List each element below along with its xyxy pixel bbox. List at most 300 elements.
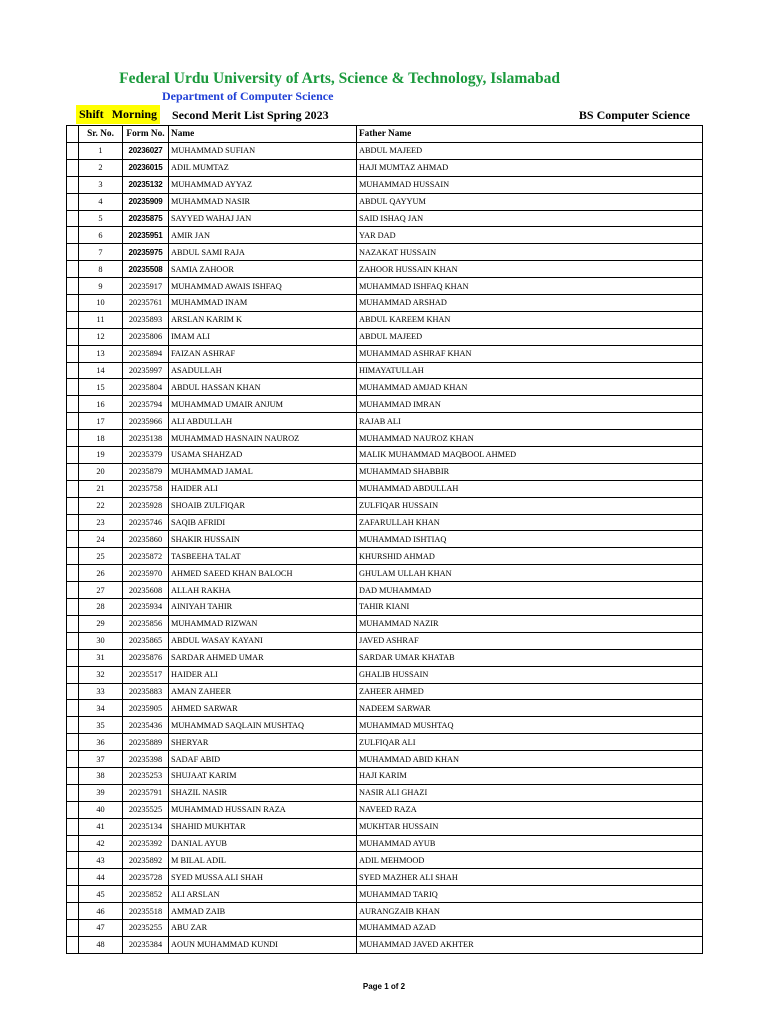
father-name-cell: GHALIB HUSSAIN [357, 666, 703, 683]
table-row [67, 784, 703, 801]
blank-cell [67, 548, 79, 565]
form-no-cell: 20235255 [123, 919, 169, 936]
father-name-cell: JAVED ASHRAF [357, 632, 703, 649]
blank-header [67, 126, 79, 143]
blank-cell [67, 717, 79, 734]
name-cell: ALLAH RAKHA [169, 582, 357, 599]
form-no-cell: 20235806 [123, 328, 169, 345]
blank-cell [67, 463, 79, 480]
father-name-cell: MUHAMMAD NAUROZ KHAN [357, 430, 703, 447]
table-row [67, 717, 703, 734]
name-cell: MUHAMMAD HUSSAIN RAZA [169, 801, 357, 818]
father-name-header: Father Name [357, 126, 703, 143]
blank-cell [67, 818, 79, 835]
father-name-cell: DAD MUHAMMAD [357, 582, 703, 599]
table-row [67, 244, 703, 261]
form-no-cell: 20235928 [123, 497, 169, 514]
sr-no-cell: 15 [79, 379, 123, 396]
blank-cell [67, 379, 79, 396]
table-row [67, 751, 703, 768]
sr-no-cell: 23 [79, 514, 123, 531]
sr-no-cell: 43 [79, 852, 123, 869]
form-no-cell: 20235879 [123, 463, 169, 480]
sr-no-cell: 44 [79, 869, 123, 886]
form-no-cell: 20235508 [123, 261, 169, 278]
sr-no-cell: 35 [79, 717, 123, 734]
name-cell: SAMIA ZAHOOR [169, 261, 357, 278]
sr-no-cell: 30 [79, 632, 123, 649]
form-no-cell: 20235876 [123, 649, 169, 666]
merit-table [66, 125, 703, 954]
father-name-cell: KHURSHID AHMAD [357, 548, 703, 565]
table-row [67, 480, 703, 497]
form-no-cell: 20235894 [123, 345, 169, 362]
table-row [67, 599, 703, 616]
blank-cell [67, 295, 79, 312]
table-row [67, 666, 703, 683]
name-cell: ABDUL WASAY KAYANI [169, 632, 357, 649]
table-row [67, 143, 703, 160]
blank-cell [67, 615, 79, 632]
form-no-cell: 20235758 [123, 480, 169, 497]
sr-no-cell: 5 [79, 210, 123, 227]
form-no-cell: 20235746 [123, 514, 169, 531]
sr-no-cell: 8 [79, 261, 123, 278]
table-row [67, 345, 703, 362]
form-no-cell: 20235905 [123, 700, 169, 717]
name-cell: M BILAL ADIL [169, 852, 357, 869]
form-no-cell: 20235608 [123, 582, 169, 599]
blank-cell [67, 565, 79, 582]
table-row [67, 886, 703, 903]
father-name-cell: MUHAMMAD ISHFAQ KHAN [357, 278, 703, 295]
sr-no-cell: 21 [79, 480, 123, 497]
name-cell: SHUJAAT KARIM [169, 767, 357, 784]
name-cell: FAIZAN ASHRAF [169, 345, 357, 362]
father-name-cell: MUHAMMAD NAZIR [357, 615, 703, 632]
name-cell: AINIYAH TAHIR [169, 599, 357, 616]
name-cell: MUHAMMAD HASNAIN NAUROZ [169, 430, 357, 447]
father-name-cell: MUHAMMAD ABID KHAN [357, 751, 703, 768]
name-cell: SARDAR AHMED UMAR [169, 649, 357, 666]
sr-no-cell: 18 [79, 430, 123, 447]
sr-no-cell: 31 [79, 649, 123, 666]
sr-no-cell: 40 [79, 801, 123, 818]
table-row [67, 413, 703, 430]
father-name-cell: ABDUL QAYYUM [357, 193, 703, 210]
name-cell: MUHAMMAD RIZWAN [169, 615, 357, 632]
blank-cell [67, 193, 79, 210]
name-cell: ALI ABDULLAH [169, 413, 357, 430]
father-name-cell: NAVEED RAZA [357, 801, 703, 818]
sr-no-cell: 39 [79, 784, 123, 801]
sr-no-cell: 1 [79, 143, 123, 160]
blank-cell [67, 751, 79, 768]
name-cell: AMIR JAN [169, 227, 357, 244]
table-row [67, 193, 703, 210]
sr-no-header: Sr. No. [79, 126, 123, 143]
blank-cell [67, 514, 79, 531]
table-row [67, 159, 703, 176]
form-no-cell: 20235893 [123, 311, 169, 328]
sr-no-cell: 37 [79, 751, 123, 768]
blank-cell [67, 159, 79, 176]
sr-no-cell: 10 [79, 295, 123, 312]
table-row [67, 497, 703, 514]
sr-no-cell: 29 [79, 615, 123, 632]
blank-cell [67, 869, 79, 886]
father-name-cell: MUHAMMAD AYUB [357, 835, 703, 852]
form-no-cell: 20235728 [123, 869, 169, 886]
name-cell: TASBEEHA TALAT [169, 548, 357, 565]
table-row [67, 295, 703, 312]
father-name-cell: MUHAMMAD JAVED AKHTER [357, 936, 703, 953]
father-name-cell: MUHAMMAD ISHTIAQ [357, 531, 703, 548]
name-cell: ARSLAN KARIM K [169, 311, 357, 328]
blank-cell [67, 227, 79, 244]
sr-no-cell: 11 [79, 311, 123, 328]
sr-no-cell: 7 [79, 244, 123, 261]
form-no-cell: 20235917 [123, 278, 169, 295]
table-row [67, 514, 703, 531]
blank-cell [67, 447, 79, 464]
table-row [67, 582, 703, 599]
table-row [67, 210, 703, 227]
sr-no-cell: 26 [79, 565, 123, 582]
table-row [67, 227, 703, 244]
table-row [67, 328, 703, 345]
table-row [67, 869, 703, 886]
father-name-cell: MUHAMMAD TARIQ [357, 886, 703, 903]
father-name-cell: RAJAB ALI [357, 413, 703, 430]
form-no-cell: 20235909 [123, 193, 169, 210]
blank-cell [67, 801, 79, 818]
form-no-cell: 20235804 [123, 379, 169, 396]
merit-list-title: Second Merit List Spring 2023 [172, 108, 329, 122]
form-no-header: Form No. [123, 126, 169, 143]
table-row [67, 463, 703, 480]
blank-cell [67, 430, 79, 447]
father-name-cell: MUHAMMAD ARSHAD [357, 295, 703, 312]
blank-cell [67, 632, 79, 649]
shift-badge [76, 105, 160, 124]
table-row [67, 700, 703, 717]
table-row [67, 430, 703, 447]
table-row [67, 531, 703, 548]
sr-no-cell: 38 [79, 767, 123, 784]
sr-no-cell: 22 [79, 497, 123, 514]
table-row [67, 632, 703, 649]
name-cell: AHMED SAEED KHAN BALOCH [169, 565, 357, 582]
table-row [67, 852, 703, 869]
shift-label: Shift [79, 107, 104, 121]
blank-cell [67, 683, 79, 700]
blank-cell [67, 143, 79, 160]
name-cell: SYED MUSSA ALI SHAH [169, 869, 357, 886]
sr-no-cell: 17 [79, 413, 123, 430]
form-no-cell: 20235966 [123, 413, 169, 430]
form-no-cell: 20235934 [123, 599, 169, 616]
blank-cell [67, 852, 79, 869]
program-title: BS Computer Science [578, 108, 690, 122]
table-row [67, 362, 703, 379]
name-cell: HAIDER ALI [169, 480, 357, 497]
sr-no-cell: 19 [79, 447, 123, 464]
form-no-cell: 20236015 [123, 159, 169, 176]
blank-cell [67, 480, 79, 497]
blank-cell [67, 345, 79, 362]
father-name-cell: AURANGZAIB KHAN [357, 903, 703, 920]
table-row [67, 615, 703, 632]
form-no-cell: 20235860 [123, 531, 169, 548]
table-row [67, 818, 703, 835]
name-cell: HAIDER ALI [169, 666, 357, 683]
name-cell: AMMAD ZAIB [169, 903, 357, 920]
sr-no-cell: 4 [79, 193, 123, 210]
form-no-cell: 20235951 [123, 227, 169, 244]
father-name-cell: HAJI MUMTAZ AHMAD [357, 159, 703, 176]
name-cell: DANIAL AYUB [169, 835, 357, 852]
form-no-cell: 20235138 [123, 430, 169, 447]
form-no-cell: 20235794 [123, 396, 169, 413]
table-row [67, 801, 703, 818]
form-no-cell: 20235398 [123, 751, 169, 768]
father-name-cell: TAHIR KIANI [357, 599, 703, 616]
table-row [67, 311, 703, 328]
father-name-cell: SAID ISHAQ JAN [357, 210, 703, 227]
father-name-cell: MUHAMMAD ABDULLAH [357, 480, 703, 497]
blank-cell [67, 649, 79, 666]
blank-cell [67, 278, 79, 295]
name-cell: SHAKIR HUSSAIN [169, 531, 357, 548]
sr-no-cell: 27 [79, 582, 123, 599]
table-row [67, 447, 703, 464]
sr-no-cell: 20 [79, 463, 123, 480]
name-cell: IMAM ALI [169, 328, 357, 345]
sr-no-cell: 14 [79, 362, 123, 379]
name-cell: MUHAMMAD AYYAZ [169, 176, 357, 193]
father-name-cell: ADIL MEHMOOD [357, 852, 703, 869]
father-name-cell: MUHAMMAD IMRAN [357, 396, 703, 413]
name-cell: ABDUL HASSAN KHAN [169, 379, 357, 396]
name-cell: SHAHID MUKHTAR [169, 818, 357, 835]
father-name-cell: GHULAM ULLAH KHAN [357, 565, 703, 582]
table-row [67, 278, 703, 295]
table-row [67, 936, 703, 953]
name-cell: ABDUL SAMI RAJA [169, 244, 357, 261]
page-number: Page 1 of 2 [362, 982, 406, 991]
father-name-cell: ZAHOOR HUSSAIN KHAN [357, 261, 703, 278]
sr-no-cell: 16 [79, 396, 123, 413]
form-no-cell: 20235883 [123, 683, 169, 700]
blank-cell [67, 413, 79, 430]
university-title: Federal Urdu University of Arts, Science & Technology, Islamabad [119, 70, 560, 87]
sr-no-cell: 48 [79, 936, 123, 953]
father-name-cell: ZAFARULLAH KHAN [357, 514, 703, 531]
sr-no-cell: 9 [79, 278, 123, 295]
form-no-cell: 20235134 [123, 818, 169, 835]
sr-no-cell: 25 [79, 548, 123, 565]
name-cell: SHAZIL NASIR [169, 784, 357, 801]
father-name-cell: SYED MAZHER ALI SHAH [357, 869, 703, 886]
father-name-cell: ABDUL MAJEED [357, 328, 703, 345]
table-header-row [67, 126, 703, 143]
father-name-cell: ABDUL MAJEED [357, 143, 703, 160]
name-cell: SHERYAR [169, 734, 357, 751]
father-name-cell: MUHAMMAD HUSSAIN [357, 176, 703, 193]
form-no-cell: 20235525 [123, 801, 169, 818]
blank-cell [67, 531, 79, 548]
blank-cell [67, 396, 79, 413]
form-no-cell: 20235517 [123, 666, 169, 683]
blank-cell [67, 497, 79, 514]
father-name-cell: SARDAR UMAR KHATAB [357, 649, 703, 666]
table-row [67, 396, 703, 413]
blank-cell [67, 936, 79, 953]
form-no-cell: 20235889 [123, 734, 169, 751]
name-cell: AMAN ZAHEER [169, 683, 357, 700]
shift-value: Morning [111, 107, 158, 121]
father-name-cell: MUHAMMAD ASHRAF KHAN [357, 345, 703, 362]
sr-no-cell: 34 [79, 700, 123, 717]
form-no-cell: 20235852 [123, 886, 169, 903]
father-name-cell: MUHAMMAD MUSHTAQ [357, 717, 703, 734]
blank-cell [67, 734, 79, 751]
table-row [67, 261, 703, 278]
sr-no-cell: 12 [79, 328, 123, 345]
blank-cell [67, 784, 79, 801]
father-name-cell: ZULFIQAR ALI [357, 734, 703, 751]
table-row [67, 767, 703, 784]
father-name-cell: ZAHEER AHMED [357, 683, 703, 700]
form-no-cell: 20235791 [123, 784, 169, 801]
name-cell: MUHAMMAD UMAIR ANJUM [169, 396, 357, 413]
form-no-cell: 20235132 [123, 176, 169, 193]
form-no-cell: 20235392 [123, 835, 169, 852]
name-cell: ADIL MUMTAZ [169, 159, 357, 176]
father-name-cell: MUHAMMAD AMJAD KHAN [357, 379, 703, 396]
form-no-cell: 20235975 [123, 244, 169, 261]
name-cell: MUHAMMAD NASIR [169, 193, 357, 210]
blank-cell [67, 700, 79, 717]
name-cell: MUHAMMAD JAMAL [169, 463, 357, 480]
sr-no-cell: 45 [79, 886, 123, 903]
father-name-cell: YAR DAD [357, 227, 703, 244]
merit-table-body [67, 143, 703, 954]
name-cell: AOUN MUHAMMAD KUNDI [169, 936, 357, 953]
sr-no-cell: 41 [79, 818, 123, 835]
blank-cell [67, 582, 79, 599]
name-cell: ASADULLAH [169, 362, 357, 379]
form-no-cell: 20235856 [123, 615, 169, 632]
table-row [67, 379, 703, 396]
form-no-cell: 20235872 [123, 548, 169, 565]
name-cell: MUHAMMAD SAQLAIN MUSHTAQ [169, 717, 357, 734]
table-row [67, 548, 703, 565]
sr-no-cell: 3 [79, 176, 123, 193]
name-cell: MUHAMMAD SUFIAN [169, 143, 357, 160]
sr-no-cell: 24 [79, 531, 123, 548]
blank-cell [67, 835, 79, 852]
father-name-cell: MALIK MUHAMMAD MAQBOOL AHMED [357, 447, 703, 464]
name-cell: MUHAMMAD INAM [169, 295, 357, 312]
name-cell: MUHAMMAD AWAIS ISHFAQ [169, 278, 357, 295]
form-no-cell: 20235761 [123, 295, 169, 312]
form-no-cell: 20235379 [123, 447, 169, 464]
form-no-cell: 20235865 [123, 632, 169, 649]
name-cell: SAYYED WAHAJ JAN [169, 210, 357, 227]
blank-cell [67, 311, 79, 328]
blank-cell [67, 362, 79, 379]
form-no-cell: 20236027 [123, 143, 169, 160]
table-row [67, 565, 703, 582]
name-cell: SAQIB AFRIDI [169, 514, 357, 531]
form-no-cell: 20235892 [123, 852, 169, 869]
sr-no-cell: 32 [79, 666, 123, 683]
blank-cell [67, 886, 79, 903]
form-no-cell: 20235518 [123, 903, 169, 920]
sr-no-cell: 2 [79, 159, 123, 176]
sr-no-cell: 33 [79, 683, 123, 700]
name-cell: SADAF ABID [169, 751, 357, 768]
table-row [67, 649, 703, 666]
sr-no-cell: 42 [79, 835, 123, 852]
name-cell: ALI ARSLAN [169, 886, 357, 903]
sr-no-cell: 6 [79, 227, 123, 244]
form-no-cell: 20235997 [123, 362, 169, 379]
name-cell: USAMA SHAHZAD [169, 447, 357, 464]
blank-cell [67, 599, 79, 616]
name-cell: ABU ZAR [169, 919, 357, 936]
form-no-cell: 20235875 [123, 210, 169, 227]
table-row [67, 176, 703, 193]
father-name-cell: NASIR ALI GHAZI [357, 784, 703, 801]
department-title: Department of Computer Science [162, 89, 334, 103]
blank-cell [67, 328, 79, 345]
form-no-cell: 20235253 [123, 767, 169, 784]
blank-cell [67, 210, 79, 227]
father-name-cell: HIMAYATULLAH [357, 362, 703, 379]
blank-cell [67, 666, 79, 683]
blank-cell [67, 767, 79, 784]
father-name-cell: MUKHTAR HUSSAIN [357, 818, 703, 835]
sr-no-cell: 47 [79, 919, 123, 936]
table-row [67, 835, 703, 852]
father-name-cell: MUHAMMAD AZAD [357, 919, 703, 936]
father-name-cell: MUHAMMAD SHABBIR [357, 463, 703, 480]
father-name-cell: NAZAKAT HUSSAIN [357, 244, 703, 261]
blank-cell [67, 261, 79, 278]
name-cell: SHOAIB ZULFIQAR [169, 497, 357, 514]
table-row [67, 903, 703, 920]
sr-no-cell: 46 [79, 903, 123, 920]
form-no-cell: 20235436 [123, 717, 169, 734]
father-name-cell: HAJI KARIM [357, 767, 703, 784]
table-row [67, 734, 703, 751]
father-name-cell: NADEEM SARWAR [357, 700, 703, 717]
father-name-cell: ZULFIQAR HUSSAIN [357, 497, 703, 514]
sr-no-cell: 28 [79, 599, 123, 616]
father-name-cell: ABDUL KAREEM KHAN [357, 311, 703, 328]
table-row [67, 683, 703, 700]
blank-cell [67, 903, 79, 920]
blank-cell [67, 244, 79, 261]
sr-no-cell: 36 [79, 734, 123, 751]
name-cell: AHMED SARWAR [169, 700, 357, 717]
table-row [67, 919, 703, 936]
blank-cell [67, 919, 79, 936]
blank-cell [67, 176, 79, 193]
